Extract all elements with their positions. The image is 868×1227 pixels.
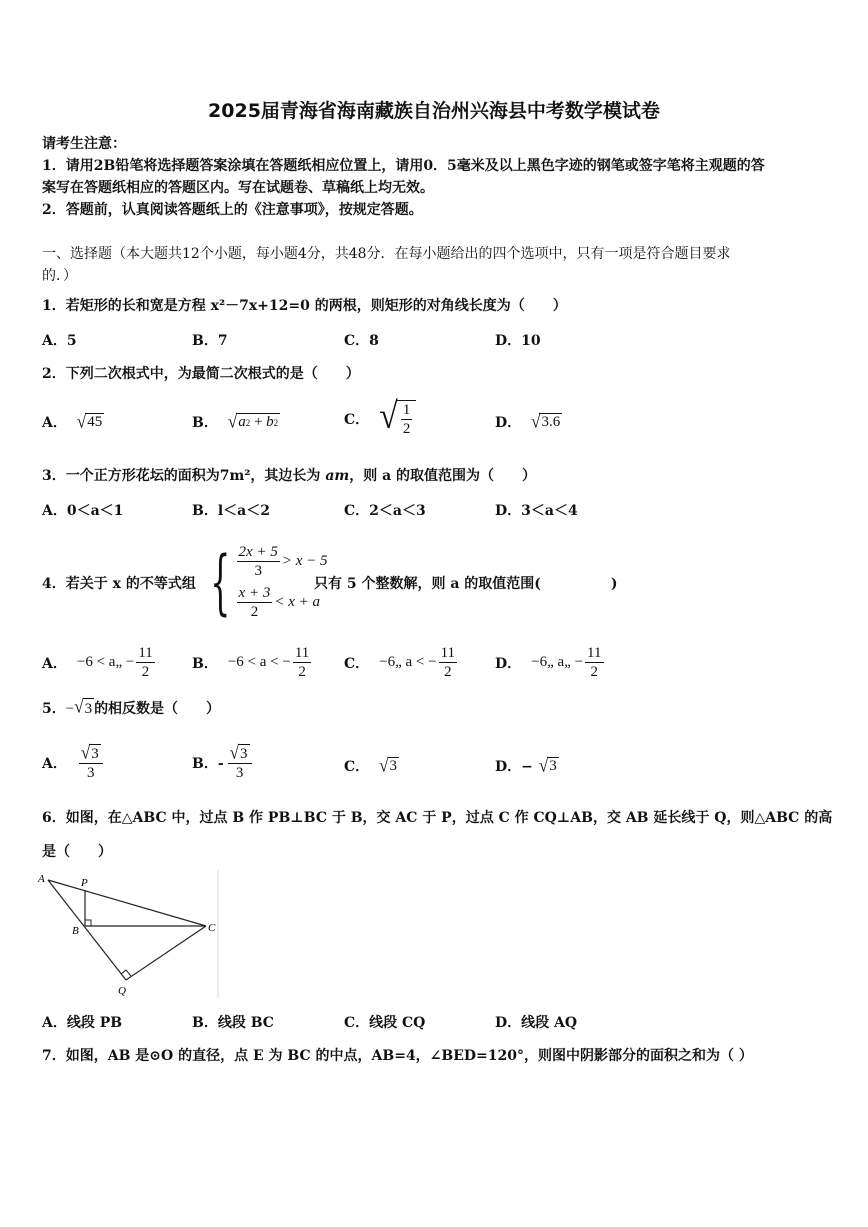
q5-b-den: 3: [235, 765, 244, 781]
q2-option-b-label: B．: [192, 415, 218, 431]
q4-a-frac-num: 11: [138, 645, 153, 661]
q5-option-c-label: C．: [344, 759, 370, 775]
q6-option-a-label: A．线段 PB: [42, 1015, 123, 1031]
q4-option-c[interactable]: [344, 644, 459, 681]
q6-option-b-label: B．线段 BC: [192, 1015, 274, 1031]
q4-d-frac-den: 2: [590, 664, 599, 680]
q5-stem: [42, 695, 221, 719]
q1-option-c-label: C．8: [344, 333, 379, 349]
q5-c-radicand: 3: [389, 758, 397, 774]
q4-option-b-label: B．: [192, 655, 218, 672]
q4-b-frac-num: 11: [294, 645, 310, 661]
q6-stem-line-2: 是（ ）: [42, 844, 112, 860]
q4-option-b[interactable]: [192, 644, 313, 681]
q5-option-b[interactable]: [192, 741, 254, 782]
q6-option-b[interactable]: [192, 1012, 274, 1032]
page-title: 2025届青海省海南藏族自治州兴海县中考数学模试卷: [208, 100, 660, 122]
notice-heading: 请考生注意：: [42, 136, 126, 152]
q4-r2-rhs: < x + a: [274, 594, 320, 610]
q2-option-d-label: D．: [495, 415, 522, 431]
q3-stem-var: am: [325, 468, 350, 484]
q6-triangle-figure: [36, 868, 226, 1000]
right-angle-mark-b: [85, 920, 91, 926]
q4-option-b-math: [228, 644, 313, 681]
q4-option-d[interactable]: [495, 644, 606, 681]
q2-option-b-math: √ a 2 + b 2: [227, 411, 279, 432]
label-p: P: [81, 877, 88, 889]
q2-option-a-label: A．: [42, 415, 67, 431]
q2-stem: 2．下列二次根式中，为最简二次根式的是（ ）: [42, 366, 360, 382]
segment-ac: [48, 880, 206, 926]
q4-d-frac-num: 11: [587, 645, 602, 661]
q4-inequality-system: [198, 536, 327, 628]
q4-r1-num: 2x + 5: [238, 544, 278, 560]
q5-stem-neg: −: [65, 700, 75, 717]
notice-item-1a: 1．请用2B铅笔将选择题答案涂填在答题纸相应位置上，请用0．5毫米及以上黑色字迹的钢笔或签字笔将主观题的答: [42, 158, 765, 174]
q6-option-c-label: C．线段 CQ: [344, 1015, 426, 1031]
q2-d-radicand: 3.6: [541, 414, 561, 430]
q1-option-a[interactable]: [42, 330, 77, 350]
q1-option-c[interactable]: [344, 330, 379, 350]
q2-option-c-label: C．: [344, 412, 370, 428]
q2-option-c-math: √ $\frac{1}{2}$: [379, 400, 416, 438]
q6-stem-line-1: 6．如图，在△ABC 中，过点 B 作 PB⊥BC 于 B，交 AC 于 P，过点 C 作 CQ⊥AB，交 AB 延长线于 Q，则△ABC 的高: [42, 810, 833, 826]
q3-option-c[interactable]: [344, 500, 426, 520]
q4-a-frac-den: 2: [141, 664, 150, 680]
segment-cq: [126, 926, 206, 980]
q4-a-expr: −6 < a„ −: [76, 654, 135, 670]
q2-option-b[interactable]: [192, 412, 280, 432]
q3-option-a-label: A．0＜a＜1: [42, 503, 124, 519]
q5-option-b-math: √ 3 3: [226, 744, 254, 782]
q4-r2-den: 2: [250, 604, 259, 620]
q4-option-a-label: A．: [42, 655, 67, 672]
q5-option-d[interactable]: [495, 756, 559, 776]
q4-r2-num: x + 3: [238, 585, 271, 601]
q5-stem-post: 的相反数是（ ）: [94, 700, 221, 717]
q3-stem: [42, 466, 536, 486]
q2-option-a[interactable]: [42, 412, 104, 432]
q3-option-d[interactable]: [495, 500, 578, 520]
q3-stem-post: ，则 a 的取值范围为（ ）: [349, 468, 537, 484]
q4-brace: {: [210, 541, 231, 623]
q5-option-a[interactable]: [42, 741, 105, 782]
q4-option-d-label: D．: [495, 655, 522, 672]
q5-option-c[interactable]: [344, 756, 399, 776]
q5-a-radicand: 3: [91, 746, 99, 762]
q2-c-denominator: 2: [402, 421, 411, 437]
q5-option-a-math: √ 3 3: [77, 744, 105, 782]
q5-option-c-math: √ 3: [379, 755, 397, 776]
q1-option-d[interactable]: [495, 330, 541, 350]
q5-stem-math: − √ 3: [65, 695, 93, 717]
q2-option-d[interactable]: [495, 412, 562, 432]
q1-option-b[interactable]: [192, 330, 228, 350]
q4-stem-post: 只有 5 个整数解，则 a 的取值范围( ): [314, 576, 618, 592]
q2-c-numerator: 1: [402, 402, 411, 418]
q4-c-expr: −6„ a < −: [379, 654, 437, 670]
notice-item-2: 2．答题前，认真阅读答题纸上的《注意事项》，按规定答题。: [42, 202, 423, 218]
section-heading-2: 的．）: [42, 268, 77, 284]
q6-option-d[interactable]: [495, 1012, 577, 1032]
label-q: Q: [118, 985, 126, 997]
q1-option-d-label: D．10: [495, 333, 541, 349]
q6-option-c[interactable]: [344, 1012, 425, 1032]
q4-stem-pre: 4．若关于 x 的不等式组: [42, 576, 196, 592]
q6-option-d-label: D．线段 AQ: [495, 1015, 578, 1031]
q3-option-d-label: D．3＜a＜4: [495, 503, 578, 519]
q4-option-a[interactable]: [42, 644, 157, 681]
q4-r1-den: 3: [254, 563, 262, 579]
q4-d-expr: −6„ a„ −: [531, 654, 584, 670]
section-heading-1: 一、选择题（本大题共12个小题，每小题4分，共48分．在每小题给出的四个选项中，只有一项是符合题目要求: [42, 246, 731, 262]
q1-option-b-label: B．7: [192, 333, 228, 349]
q5-option-d-label: D．−: [495, 759, 533, 775]
q3-option-c-label: C．2＜a＜3: [344, 503, 426, 519]
q2-a-radicand: 45: [87, 414, 103, 430]
q3-option-b-label: B．l＜a＜2: [192, 503, 270, 519]
q4-b-frac-den: 2: [298, 664, 306, 680]
q1-option-a-label: A．5: [42, 333, 77, 349]
q5-a-den: 3: [87, 765, 95, 781]
q5-option-a-label: A．: [42, 756, 67, 772]
notice-item-1b: 案写在答题纸相应的答题区内。写在试题卷、草稿纸上均无效。: [42, 180, 434, 196]
label-c: C: [208, 922, 216, 934]
q5-option-b-label: B．-: [192, 756, 224, 772]
q4-option-c-label: C．: [344, 655, 370, 672]
label-b: B: [72, 925, 79, 937]
segment-aq: [48, 880, 126, 980]
q7-stem: 7．如图，AB 是⊙O 的直径，点 E 为 BC 的中点，AB=4，∠BED=120°，则图中阴影部分的面积之和为（ ）: [42, 1048, 753, 1064]
q2-option-a-math: √ 45: [76, 411, 103, 432]
q4-b-expr: −6 < a < −: [227, 654, 291, 670]
q5-stem-pre: 5．: [42, 700, 66, 717]
q6-option-a[interactable]: [42, 1012, 122, 1032]
q3-option-b[interactable]: [192, 500, 270, 520]
q1-stem: 1．若矩形的长和宽是方程 x²－7x+12=0 的两根，则矩形的对角线长度为（ ）: [42, 298, 567, 314]
label-a: A: [38, 873, 45, 885]
q2-option-c[interactable]: [344, 395, 416, 438]
q4-c-frac-num: 11: [440, 645, 456, 661]
q5-d-radicand: 3: [549, 758, 557, 774]
q4-c-frac-den: 2: [444, 664, 452, 680]
q4-r1-rhs: > x − 5: [281, 553, 328, 569]
q4-option-a-math: [77, 644, 157, 681]
q5-option-d-math: √ 3: [538, 755, 557, 776]
q4-option-d-math: [531, 644, 605, 681]
q3-stem-pre: 3．一个正方形花坛的面积为7m²，其边长为: [42, 468, 321, 484]
q3-option-a[interactable]: [42, 500, 123, 520]
q5-stem-radicand: 3: [83, 698, 95, 719]
q5-b-radicand: 3: [240, 746, 248, 762]
q2-option-d-math: √ 3.6: [531, 411, 561, 432]
q4-option-c-math: [379, 644, 459, 681]
